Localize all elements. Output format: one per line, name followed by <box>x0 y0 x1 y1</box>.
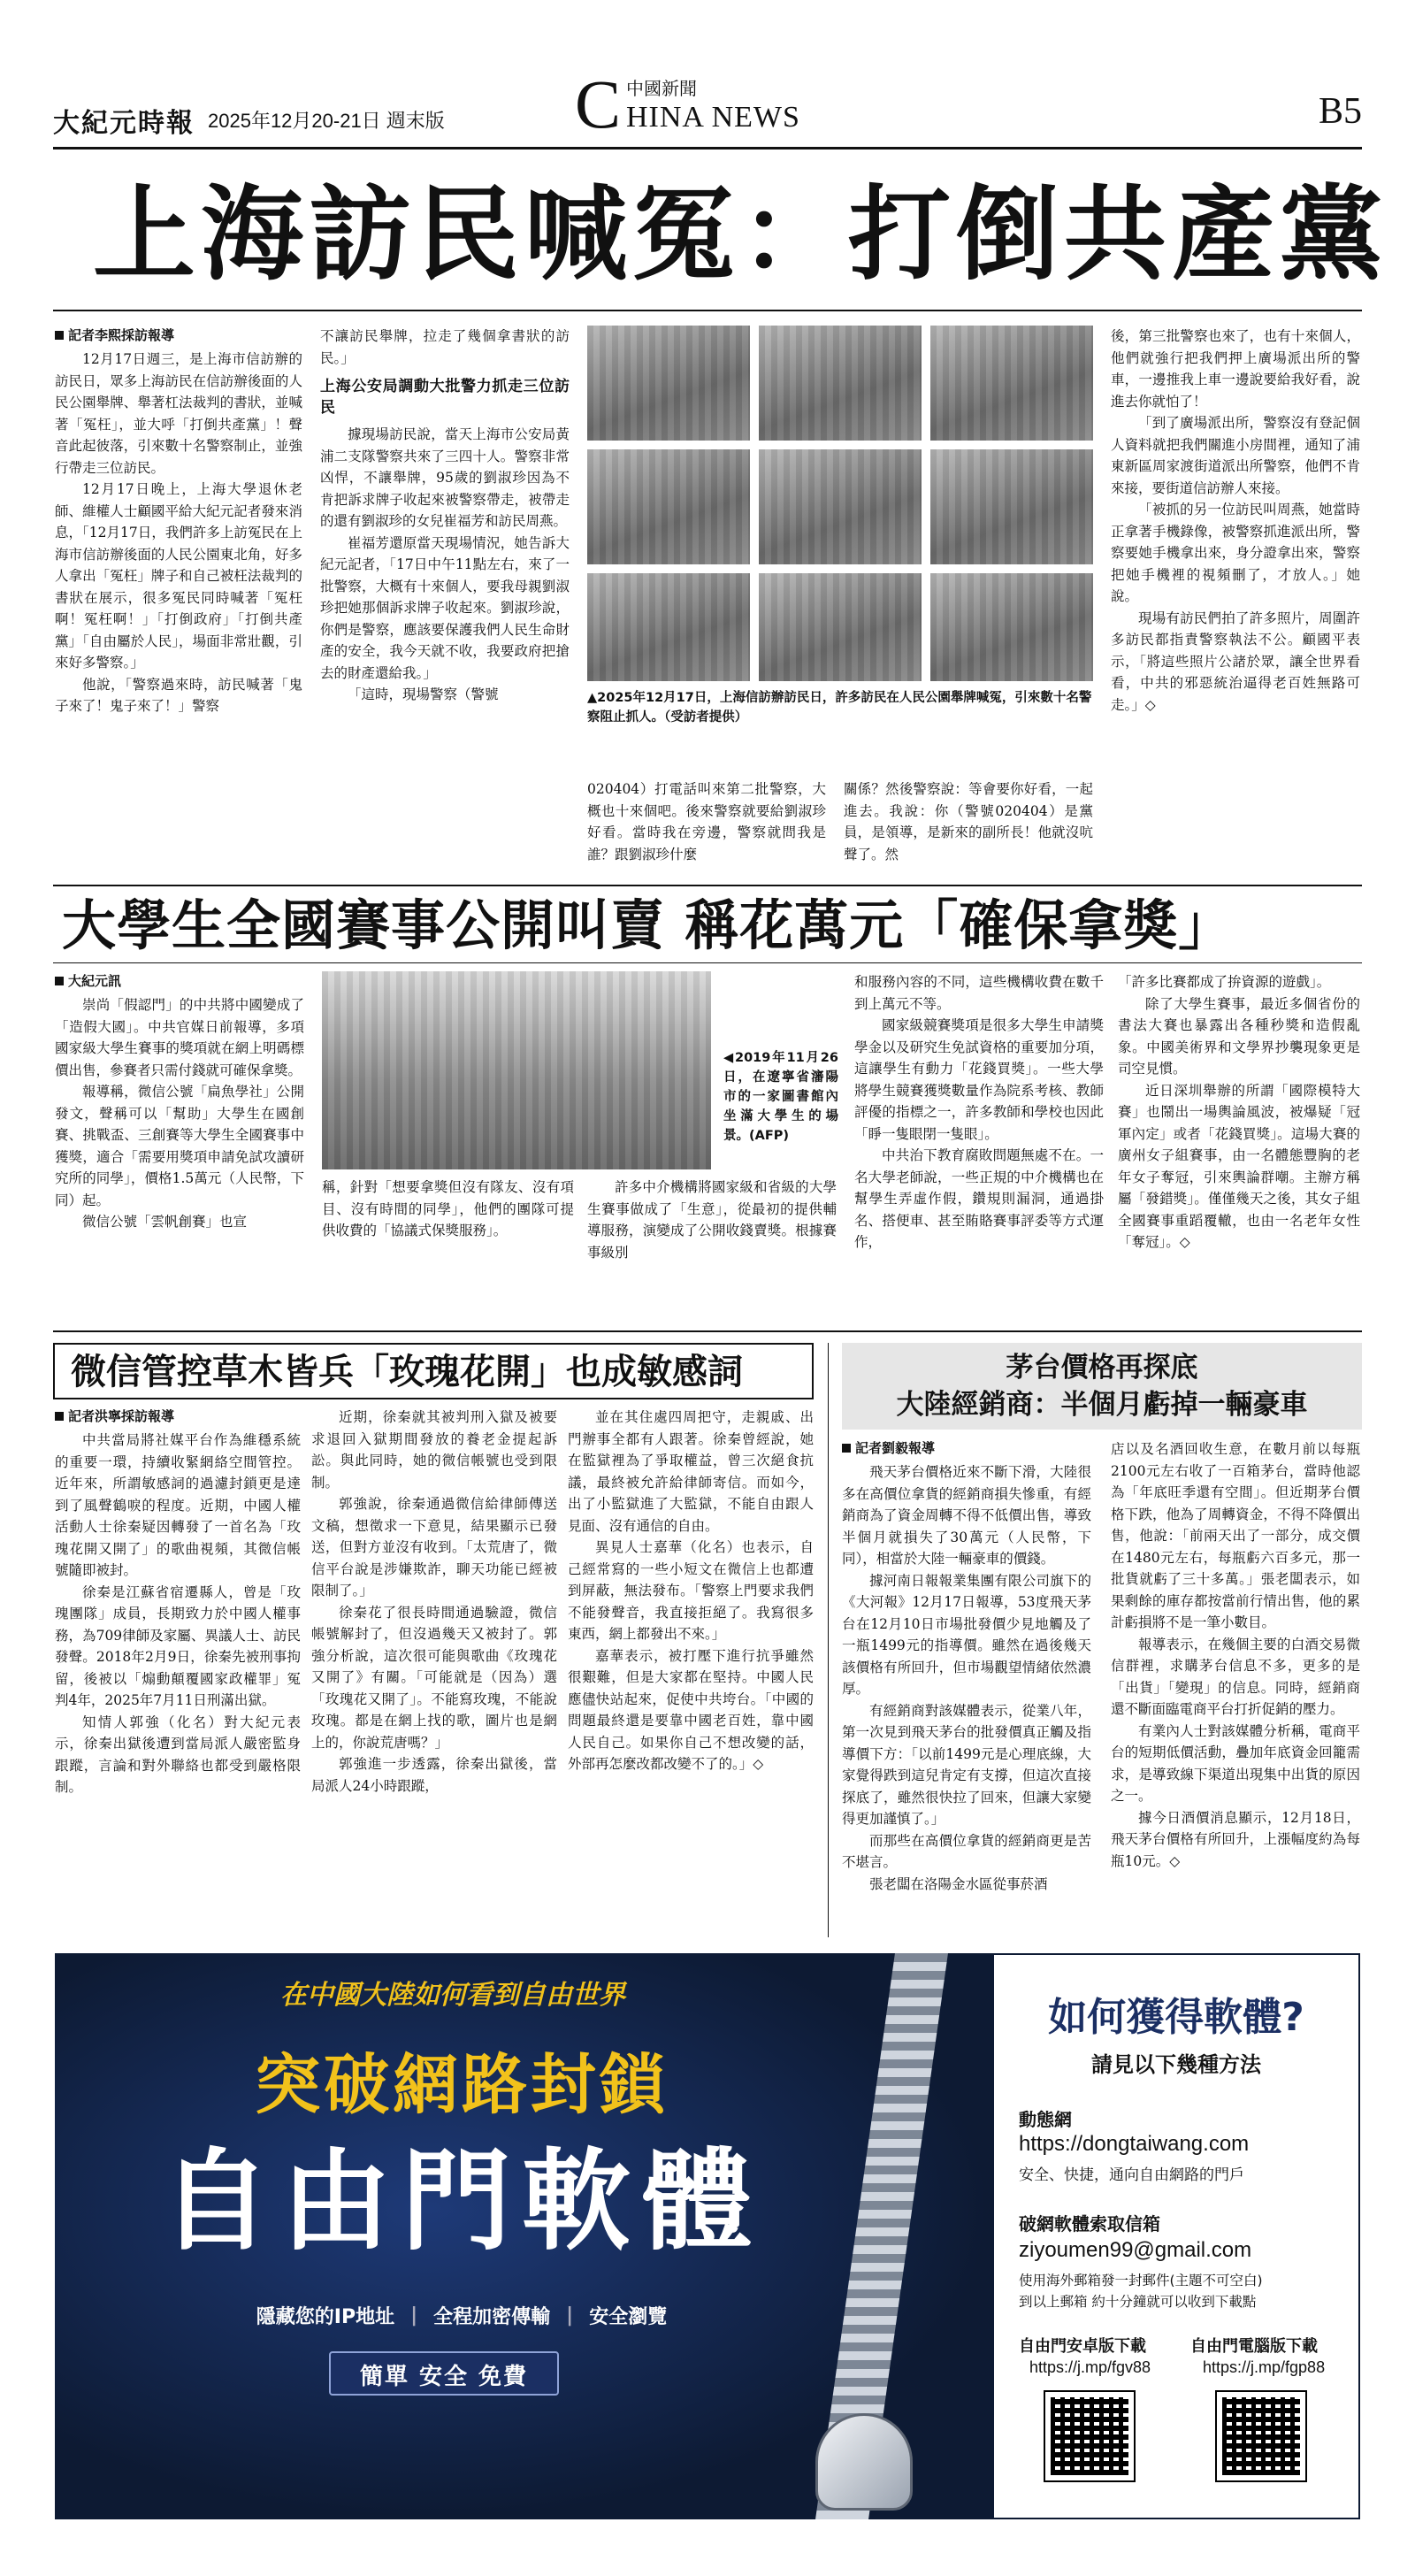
story4-para: 而那些在高價位拿貨的經銷商更是苦不堪言。 <box>842 1832 1091 1870</box>
story1-para: 他說，「警察過來時，訪民喊著「鬼子來了！鬼子來了！」警察 <box>55 676 302 714</box>
story1-byline <box>55 326 302 345</box>
story1-para: 「這時，現場警察（警號 <box>348 686 499 702</box>
byline-square-icon <box>55 331 64 340</box>
story3-para: 異見人士嘉華（化名）也表示，自己經常寫的一些小短文在微信上也都遭到屏蔽，無法發布。「警察上門要求我們不能發聲音，我直接拒絕了。我寫很多東西，網上都發出不來。」 <box>568 1539 814 1642</box>
freegate-ad <box>55 1953 1360 2519</box>
story2-col3 <box>587 1177 837 1327</box>
protest-photo-1 <box>587 326 750 441</box>
pc-qr-code[interactable] <box>1217 2392 1305 2480</box>
story4-para: 飛天茅台價格近來不斷下滑，大陸很多在高價位拿貨的經銷商損失慘重，有經銷商為了資金周轉不得不低價出售，導致半個月就損失了30萬元（人民幣，下同），相當於大陸一輛豪車的價錢。 <box>842 1464 1091 1567</box>
story2-col2 <box>322 1177 574 1327</box>
masthead <box>53 50 1362 147</box>
story1-para: 「被抓的另一位訪民叫周燕，她當時正拿著手機錄像，被警察抓進派出所，警察要她手機拿出來，身分證拿出來，警察把她手機裡的視頻刪了，才放人。」她說。 <box>1111 502 1360 604</box>
section-name-en: HINA NEWS <box>626 101 800 134</box>
story2-para: 微信公號「雲帆創賽」也宣 <box>82 1214 248 1230</box>
story1-para: 據現場訪民說，當天上海市公安局黃浦二支隊警察共來了三四十人。警察非常凶悍，不讓舉牌，95歲的劉淑珍因為不肯把訴求牌子收起來被警察帶走，被帶走的還有劉淑珍的女兒崔福芳和訪民周燕。 <box>320 426 570 529</box>
story1-bottom-rule <box>53 885 1362 886</box>
ad-pc-label: 自由門電腦版下載 <box>1190 2337 1318 2356</box>
story2-para: 除了大學生賽事，最近多個省份的書法大賽也暴露出各種秒獎和造假亂象。中國美術界和文學界抄襲現象更是司空見慣。 <box>1118 995 1360 1077</box>
story2-para: 報導稱，微信公號「扁魚學社」公開發文，聲稱可以「幫助」大學生在國創賽、挑戰盃、三創賽等大學生全國賽事中獲獎，適合「需要用獎項申請免試攻讀研究所的同學」，價格1.5萬元（人民幣，下同）起。 <box>55 1084 304 1208</box>
ad-feature-ip: 隱藏您的IP地址 <box>256 2305 395 2328</box>
ad-right-panel <box>992 1953 1360 2519</box>
byline-square-icon <box>842 1444 851 1453</box>
story3-col3 <box>568 1407 814 1936</box>
section-name-cn: 中國新聞 <box>626 78 697 99</box>
ad-right-sub: 請見以下幾種方法 <box>1091 2052 1261 2077</box>
story4-col2 <box>1111 1438 1360 1936</box>
story4-para: 據今日酒價消息顯示，12月18日，飛天茅台價格有所回升，上漲幅度約為每瓶10元。◇ <box>1111 1809 1360 1869</box>
story4-headline-box <box>842 1343 1362 1430</box>
story3-col2 <box>311 1407 557 1936</box>
story2-byline-text: 大紀元訊 <box>68 973 122 989</box>
story2-col4-top: 和服務內容的不同，這些機構收費在數千到上萬元不等。 <box>854 974 1104 1012</box>
story3-para: 知情人郭強（化名）對大紀元表示，徐秦出獄後遭到當局派人嚴密監身跟蹤，言論和對外聯絡也都受到嚴格限制。 <box>55 1714 301 1795</box>
story2-byline <box>55 971 304 991</box>
library-photo <box>322 971 711 1169</box>
ad-email-desc1: 使用海外郵箱發一封郵件(主題不可空白) <box>1019 2273 1263 2288</box>
protest-photo-5 <box>759 449 922 564</box>
ad-top-banner: 在中國大陸如何看到自由世界 <box>280 1980 625 2011</box>
story1-col3 <box>587 778 826 876</box>
ad-email-address[interactable]: ziyoumen99@gmail.com <box>1019 2238 1252 2262</box>
section-logo <box>575 65 876 149</box>
story3-byline <box>55 1407 301 1426</box>
story3-headline: 微信管控草木皆兵「玫瑰花開」也成敏感詞 <box>71 1352 743 1392</box>
story2-col5-top: 「許多比賽都成了拚資源的遊戲」。 <box>1118 974 1331 990</box>
story3-para: 中共當局將社媒平台作為維穩系統的重要一環，持續收緊網絡空間管控。近年來，所謂敏感詞的過濾封鎖更是達到了風聲鶴唳的程度。近期，中國人權活動人士徐秦疑因轉發了一首名為「玫瑰花開又開了」的歌曲視頻，其微信帳號隨即被封。 <box>55 1432 301 1578</box>
ad-tagline-box <box>329 2351 559 2396</box>
story2-head-rule <box>53 962 1362 963</box>
story1-para: 12月17日晚上，上海大學退休老師、維權人士顧國平給大紀元記者發來消息，「12月17日，我們許多上訪冤民在上海市信訪辦後面的人民公園東北角，好多人拿出「冤枉」牌子和自己被枉法裁判的書狀在展示，很多冤民同時喊著「冤枉啊！冤枉啊！」「打倒政府」「打倒共產黨」「自由屬於人民」，場面非常壯觀，引來好多警察。」 <box>55 481 302 671</box>
protest-photo-2 <box>759 326 922 441</box>
story4-headline-line2: 大陸經銷商：半個月虧掉一輛豪車 <box>896 1389 1308 1421</box>
protest-photo-8 <box>759 573 922 681</box>
protest-photo-3 <box>930 326 1093 441</box>
zipper-pull-icon <box>815 2413 913 2511</box>
story3-byline-text: 記者洪寧採訪報導 <box>68 1408 175 1424</box>
ad-feature-sep: | <box>410 2304 418 2327</box>
story1-para: 崔福芳還原當天現場情況，她告訴大紀元記者，「17日中午11點左右，來了一批警察，大概有十來個人，要我母親劉淑珍把她那個訴求牌子收起來。劉淑珍說，你們是警察，應該要保護我們人民生命財產的安全，我今天就不收，我要政府把搶去的財產還給我。」 <box>320 534 570 681</box>
story3-col1 <box>55 1407 301 1936</box>
story1-para: 現場有訪民們拍了許多照片，周圍許多訪民都指責警察執法不公。顧國平表示，「將這些照片公諸於眾，讓全世界看看，中共的邪惡統治逼得老百姓無路可走。」◇ <box>1111 610 1360 713</box>
story2-col4 <box>854 971 1104 1325</box>
protest-photo-9 <box>930 573 1093 681</box>
story4-headline-line1: 茅台價格再探底 <box>1006 1352 1198 1384</box>
section-logo-initial: C <box>575 65 622 142</box>
masthead-rule <box>53 147 1362 150</box>
story2-para: 近日深圳舉辦的所謂「國際模特大賽」也鬧出一場輿論風波，被爆疑「冠軍內定」或者「花錢買獎」。這場大賽的廣州女子組賽事，由一名體態豐胸的老年女子奪冠，引來輿論群嘲。主辦方稱屬「發錯獎」。僅僅幾天之後，其女子組全國賽事重蹈覆轍，也由一名老年女性「奪冠」。◇ <box>1118 1082 1360 1250</box>
story3-para: 郭強說，徐秦通過微信給律師傳送文稿，想徵求一下意見，結果顯示已發送，但對方並沒有收到。「太荒唐了，微信平台說是涉嫌欺詐，聊天功能已經被限制了。」 <box>311 1496 557 1598</box>
story3-para: 近期，徐秦就其被判刑入獄及被要求退回入獄期間發放的養老金提起訴訟。與此同時，她的微信帳號也受到限制。 <box>311 1409 557 1491</box>
story1-para: 12月17日週三，是上海市信訪辦的訪民日，眾多上海訪民在信訪辦後面的人民公園舉牌、舉著杠法裁判的書狀，並喊著「冤枉」，並大呼「打倒共產黨」！聲音此起彼落，引來數十名警察制止，並強行帶走三位訪民。 <box>55 351 302 476</box>
story2-bottom-rule <box>53 1330 1362 1332</box>
ad-pc-url[interactable]: https://j.mp/fgp88 <box>1203 2358 1326 2376</box>
protest-photo-4 <box>587 449 750 564</box>
story3-para: 嘉華表示，被打壓下進行抗爭雖然很艱難，但是大家都在堅持。中國人民應儘快站起來，促使中共垮台。「中國的問題最終還是要靠中國老百姓，靠中國人民自己。如果你自己不想改變的話，外部再怎麼改都改變不了的。」◇ <box>568 1647 814 1772</box>
story4-para: 張老闆在洛陽金水區從事菸酒 <box>869 1875 1048 1892</box>
story2-headline: 大學生全國賽事公開叫賣 稱花萬元「確保拿獎」 <box>62 894 1234 957</box>
story2-para: 國家級競賽獎項是很多大學生申請獎學金以及研究生免試資格的重要加分項，這讓學生有動力「花錢買獎」。一些大學將學生競賽獲獎數量作為院系考核、教師評優的指標之一，許多教師和學校也因此「睜一隻眼閉一隻眼」。 <box>854 1017 1104 1142</box>
ad-headline1: 突破網路封鎖 <box>255 2047 669 2123</box>
paper-name: 大紀元時報 <box>53 108 195 139</box>
ad-headline2: 自由門軟體 <box>160 2138 762 2266</box>
story2-col1 <box>55 971 304 1325</box>
story2-para: 許多中介機構將國家級和省級的大學生賽事做成了「生意」，從最初的提供輔導服務，演變成了公開收錢賣獎。根據賽事級別 <box>587 1179 837 1261</box>
story1-photo-grid <box>587 326 1093 681</box>
ad-email-desc2: 到以上郵箱 約十分鐘就可以收到下載點 <box>1019 2294 1257 2310</box>
story3-para: 徐秦是江蘇省宿遷縣人，曾是「玫瑰團隊」成員，長期致力於中國人權事務，為709律師及家屬、異議人士、訪民發聲。2018年2月9日，徐秦先被刑事拘留，後被以「煽動顛覆國家政權罪」冤判4年，2025年7月11日刑滿出獄。 <box>55 1583 301 1708</box>
story2-col2-text: 稱，針對「想要拿獎但沒有隊友、沒有項目、沒有時間的同學」，他們的團隊可提供收費的「協議式保獎服務」。 <box>322 1179 574 1238</box>
ad-tagline: 簡單 安全 免費 <box>359 2364 529 2390</box>
ad-feature-safe: 安全瀏覽 <box>589 2305 668 2328</box>
story3-para: 並在其住處四周把守，走親戚、出門辦事全都有人跟著。徐秦曾經說，她在監獄裡為了爭取權益，曾三次絕食抗議，最終被允許給律師寄信。而如今，出了小監獄進了大監獄，不能自由跟人見面、沒有通信的自由。 <box>568 1409 814 1534</box>
story4-para: 報導表示，在幾個主要的白酒交易微信群裡，求購茅台信息不多，更多的是「出貨」「變現」的信息。同時，經銷商還不斷面臨電商平台打折促銷的壓力。 <box>1111 1636 1360 1717</box>
page-number: B5 <box>1318 91 1362 132</box>
ad-feature-bar <box>161 2295 762 2335</box>
story1-col2-top: 不讓訪民舉牌，拉走了幾個拿書狀的訪民。」 <box>320 328 570 366</box>
story1-col3-text: 020404）打電話叫來第二批警察，大概也十來個吧。後來警察就要給劉淑珍好看。當時我在旁邊，警察就問我是誰？跟劉淑珍什麼 <box>587 781 826 862</box>
byline-square-icon <box>55 1412 64 1421</box>
story3-para: 郭強進一步透露，徐秦出獄後，當局派人24小時跟蹤， <box>311 1756 557 1794</box>
story2-photo-caption: ◀2019年11月26日，在遼寧省瀋陽市的一家圖書館內坐滿大學生的場景。(AFP) <box>723 1051 838 1143</box>
story1-col1 <box>55 326 302 878</box>
story1-para: 「到了廣場派出所，警察沒有登記個人資料就把我們關進小房間裡，通知了浦東新區周家渡街道派出所警察，他們不肯來接，要街道信訪辦人來接。 <box>1111 415 1360 496</box>
protest-photo-7 <box>587 573 750 681</box>
story1-head-rule <box>53 310 1362 311</box>
ad-right-title: 如何獲得軟體? <box>1048 1995 1304 2040</box>
issue-date: 2025年12月20-21日 週末版 <box>208 110 445 132</box>
story4-col2-top: 店以及名酒回收生意，在數月前以每瓶2100元左右收了一百箱茅台，當時他認為「年底旺季還有空間」。但近期茅台價格下跌，他為了周轉資金，不得不降價出售，他說：「前兩天出了一部分，成交價在1480元左右，每瓶虧六百多元，那一批貨就虧了三十多萬。」張老闆表示，如果剩餘的庫存都按當前行情出售，他的累計虧損將不是一筆小數目。 <box>1111 1441 1360 1630</box>
story1-subhead: 上海公安局調動大批警力抓走三位訪民 <box>320 378 570 417</box>
story1-col5-top: 後，第三批警察也來了，也有十來個人，他們就強行把我們押上廣場派出所的警車，一邊推我上車一邊說要給我好看，說進去你就怕了！ <box>1111 328 1360 410</box>
story1-byline-text: 記者李熙採訪報導 <box>68 327 175 343</box>
ad-dongtai-desc: 安全、快捷，通向自由網路的門戶 <box>1019 2166 1244 2184</box>
ad-android-label: 自由門安卓版下載 <box>1019 2337 1146 2356</box>
ad-left-panel <box>55 1953 992 2519</box>
ad-android-url[interactable]: https://j.mp/fgv88 <box>1029 2358 1151 2376</box>
story3-headline-box <box>53 1343 814 1399</box>
story1-col5 <box>1111 326 1360 878</box>
ad-email-label: 破網軟體索取信箱 <box>1019 2213 1160 2235</box>
story1-photo-caption: ▲2025年12月17日，上海信訪辦訪民日，許多訪民在人民公園舉牌喊冤，引來數十名警察阻止抓人。（受訪者提供） <box>587 691 1092 724</box>
story4-byline <box>842 1438 1091 1458</box>
byline-square-icon <box>55 977 64 985</box>
story3-para: 徐秦花了很長時間通過驗證，微信帳號解封了，但沒過幾天又被封了。郭強分析說，這次很可能與歌曲《玫瑰花又開了》有關。「可能就是（因為）選「玫瑰花又開了」。不能寫玫瑰，不能說玫瑰。都是在網上找的歌，圖片也是網上的，你說荒唐嗎？」 <box>311 1604 557 1751</box>
story1-col4-text: 關係？然後警察說：等會要你好看，一起進去。我說：你（警號020404）是黨員，是領導，是新來的副所長！他就沒吭聲了。然 <box>844 781 1093 862</box>
ad-dongtai-url[interactable]: https://dongtaiwang.com <box>1019 2132 1250 2156</box>
story1-headline: 上海訪民喊冤：打倒共產黨 <box>93 175 1388 295</box>
android-qr-code[interactable] <box>1045 2392 1134 2480</box>
story2-para: 中共治下教育腐敗問題無處不在。一名大學老師說，一些正規的中介機構也在幫學生弄虛作假，鑽規則漏洞，通過掛名、搭便車、甚至賄賂賽事評委等方式運作， <box>854 1147 1104 1250</box>
column-divider <box>828 1343 829 1937</box>
story1-col2 <box>320 326 570 878</box>
ad-feature-sep: | <box>566 2304 574 2327</box>
protest-photo-6 <box>930 449 1093 564</box>
story1-col4 <box>844 778 1093 876</box>
story2-para: 崇尚「假認門」的中共將中國變成了「造假大國」。中共官媒日前報導，多項國家級大學生賽事的獎項就在網上明碼標價出售，參賽者只需付錢就可確保拿獎。 <box>55 997 304 1078</box>
story4-col1 <box>842 1438 1091 1936</box>
ad-dongtai-label: 動態網 <box>1019 2109 1072 2130</box>
story4-byline-text: 記者劉毅報導 <box>855 1440 936 1456</box>
story4-para: 據河南日報報業集團有限公司旗下的《大河報》12月17日報導，53度飛天茅台在12月10日市場批發價少見地觸及了一瓶1499元的指導價。雖然在過後幾天該價格有所回升，但市場觀望情緒依然濃厚。 <box>842 1572 1091 1697</box>
story4-para: 有業內人士對該媒體分析稱，電商平台的短期低價活動，疊加年底資金回籠需求，是導致線下渠道出現集中出貨的原因之一。 <box>1111 1722 1360 1804</box>
story4-para: 有經銷商對該媒體表示，從業八年，第一次見到飛天茅台的批發價真正觸及指導價下方：「以前1499元是心理底線，大家覺得跌到這兒肯定有支撐，但這次直接探底了，雖然很快拉了回來，但讓大家變得更加謹慎了。」 <box>842 1702 1091 1827</box>
story2-col5 <box>1118 971 1360 1325</box>
ad-feature-encrypt: 全程加密傳輸 <box>433 2305 551 2328</box>
